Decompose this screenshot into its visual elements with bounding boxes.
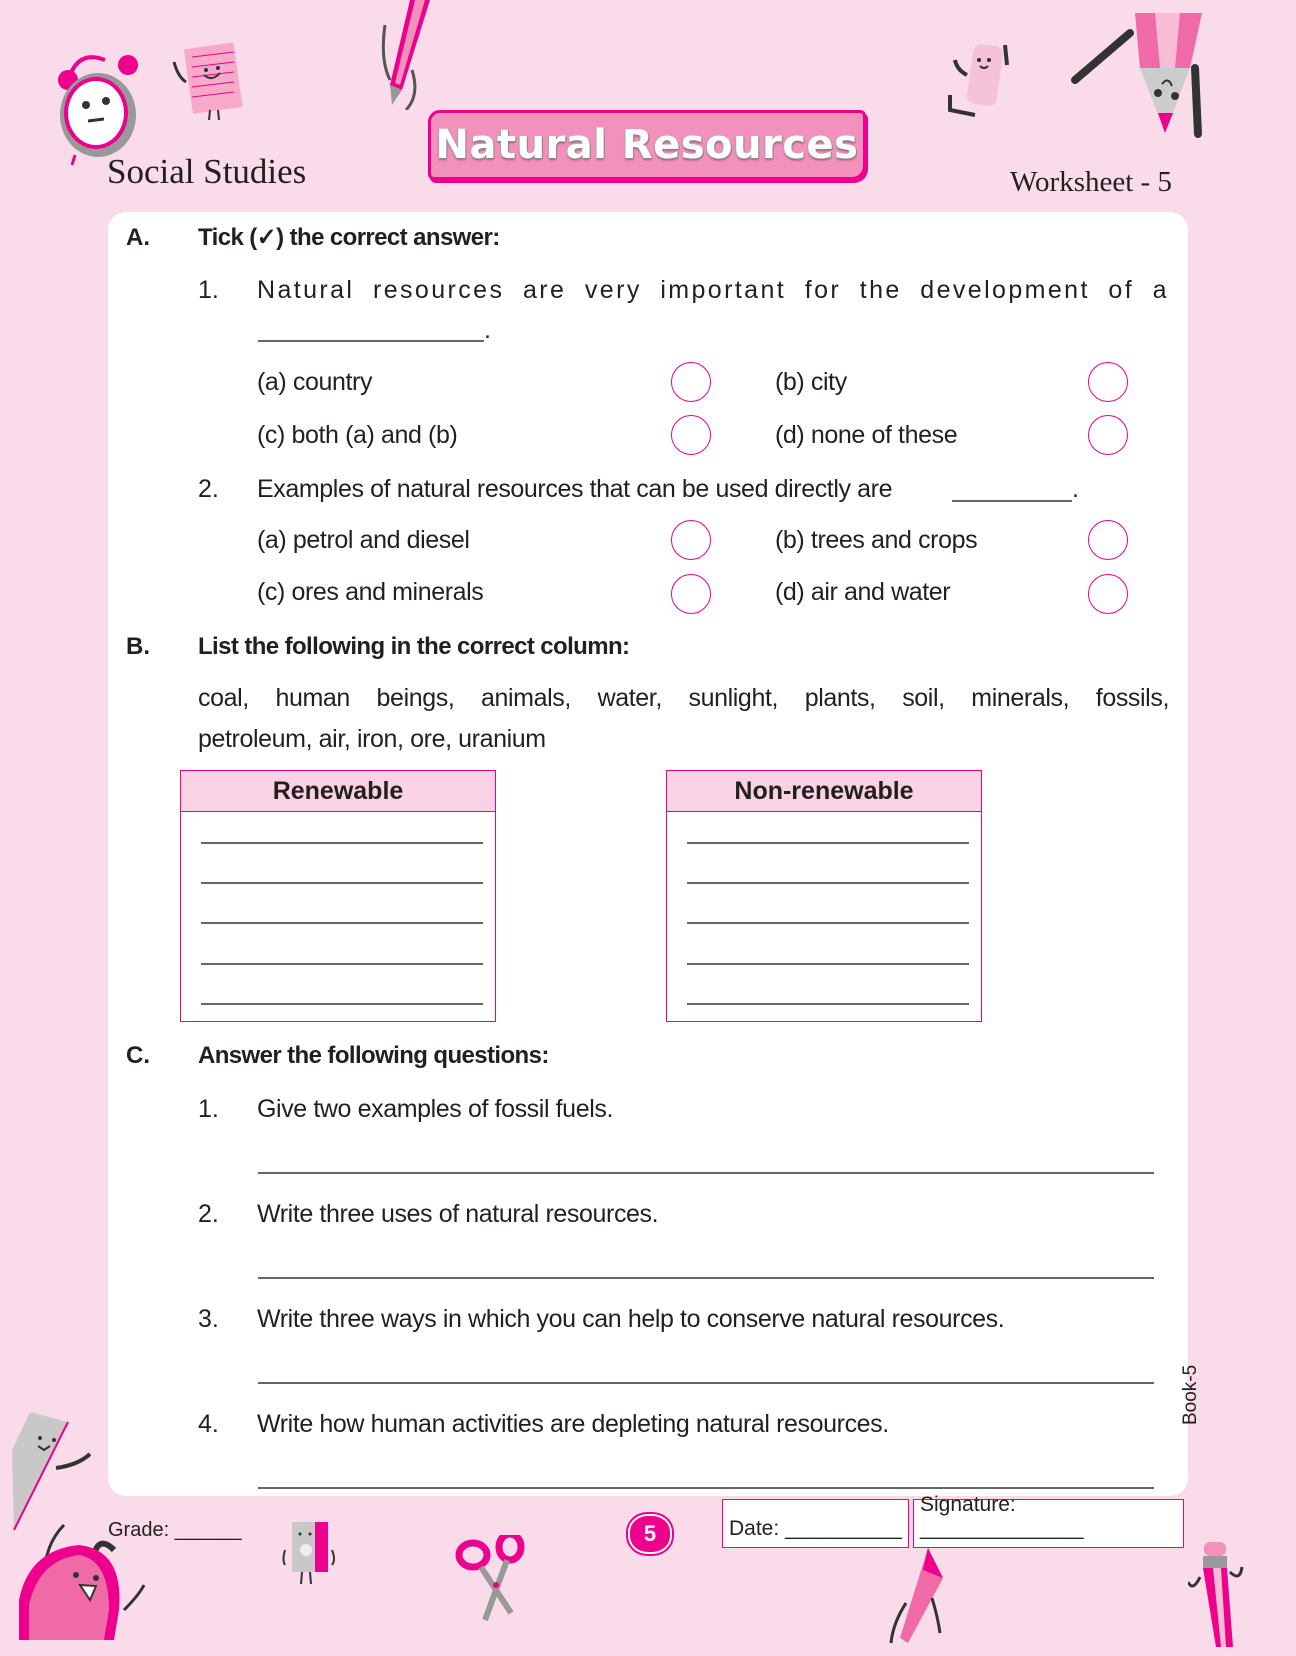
section-b-title: List the following in the correct column: <box>198 633 630 660</box>
section-b-letter: B. <box>126 633 150 660</box>
answer-line[interactable] <box>258 1487 1154 1489</box>
section-c-title: Answer the following questions: <box>198 1042 549 1069</box>
worksheet-number: Worksheet - 5 <box>1010 166 1172 198</box>
answer-line[interactable] <box>687 842 969 844</box>
pencil-character-icon <box>1188 1542 1248 1652</box>
question-number: 3. <box>198 1305 219 1333</box>
section-a-title: Tick (✓) the correct answer: <box>198 224 500 251</box>
pencil-character-icon <box>1070 8 1210 138</box>
word-list-line-2: petroleum, air, iron, ore, uranium <box>198 725 546 753</box>
option-b: (b) city <box>775 368 847 396</box>
pencil-character-icon <box>888 1548 958 1648</box>
answer-line[interactable] <box>687 963 969 965</box>
subject-label: Social Studies <box>107 152 307 191</box>
answer-blank[interactable] <box>952 500 1072 502</box>
page-title: Natural Resources <box>435 122 859 168</box>
tick-circle[interactable] <box>671 415 711 455</box>
signature-label: Signature: ______________ <box>920 1493 1084 1540</box>
column-lines <box>667 812 981 1022</box>
option-a: (a) petrol and diesel <box>257 526 470 554</box>
question-number: 2. <box>198 1200 219 1228</box>
answer-line[interactable] <box>201 922 483 924</box>
answer-line[interactable] <box>258 1172 1154 1174</box>
question-text: Write three uses of natural resources. <box>257 1200 659 1228</box>
answer-line[interactable] <box>687 1003 969 1005</box>
option-a: (a) country <box>257 368 373 396</box>
date-label: Date: __________ <box>729 1517 902 1540</box>
tick-circle[interactable] <box>671 574 711 614</box>
sharpener-character-icon <box>280 1520 340 1590</box>
answer-line[interactable] <box>201 963 483 965</box>
question-text: Write three ways in which you can help to conserve natural resources. <box>257 1305 1005 1333</box>
renewable-column <box>180 770 496 1022</box>
tick-circle[interactable] <box>1088 574 1128 614</box>
question-text: Examples of natural resources that can be used directly are <box>257 475 893 503</box>
answer-line[interactable] <box>201 842 483 844</box>
book-label: Book-5 <box>1180 1364 1201 1425</box>
non-renewable-column <box>666 770 982 1022</box>
option-d: (d) air and water <box>775 578 951 606</box>
option-b: (b) trees and crops <box>775 526 978 554</box>
answer-line[interactable] <box>201 882 483 884</box>
eraser-character-icon <box>945 40 1025 120</box>
answer-line[interactable] <box>201 1003 483 1005</box>
option-c: (c) ores and minerals <box>257 578 484 606</box>
option-d: (d) none of these <box>775 421 958 449</box>
scissors-character-icon <box>455 1535 535 1625</box>
question-number: 1. <box>198 1095 219 1123</box>
ruler-character-icon <box>8 1410 93 1535</box>
question-text: Write how human activities are depleting natural resources. <box>257 1410 889 1438</box>
answer-line[interactable] <box>258 1277 1154 1279</box>
question-number: 4. <box>198 1410 219 1438</box>
tick-circle[interactable] <box>1088 362 1128 402</box>
column-lines <box>181 812 495 1022</box>
signature-field[interactable] <box>913 1493 1184 1548</box>
tick-circle[interactable] <box>1088 415 1128 455</box>
question-text: Natural resources are very important for the development of a <box>257 276 1169 304</box>
tick-circle[interactable] <box>671 362 711 402</box>
page-number-badge: 5 <box>628 1514 672 1554</box>
grade-field[interactable]: Grade: ______ <box>108 1519 242 1541</box>
question-text: Give two examples of fossil fuels. <box>257 1095 613 1123</box>
word-list-line-1: coal, human beings, animals, water, sunlight, plants, soil, minerals, fossils, <box>198 684 1169 712</box>
notepad-icon <box>170 42 250 122</box>
column-header: Renewable <box>181 771 495 812</box>
section-a-letter: A. <box>126 224 150 251</box>
option-c: (c) both (a) and (b) <box>257 421 458 449</box>
tick-circle[interactable] <box>1088 520 1128 560</box>
column-header: Non-renewable <box>667 771 981 812</box>
answer-blank[interactable] <box>258 340 484 342</box>
pencil-character-icon <box>380 0 450 110</box>
question-tail: . <box>1072 475 1079 503</box>
section-c-letter: C. <box>126 1042 150 1069</box>
date-field[interactable] <box>722 1499 909 1548</box>
question-number: 1. <box>198 276 219 304</box>
title-banner <box>428 110 866 180</box>
question-number: 2. <box>198 475 219 503</box>
answer-line[interactable] <box>258 1382 1154 1384</box>
answer-line[interactable] <box>687 882 969 884</box>
tick-circle[interactable] <box>671 520 711 560</box>
question-tail: . <box>484 316 491 344</box>
answer-line[interactable] <box>687 922 969 924</box>
